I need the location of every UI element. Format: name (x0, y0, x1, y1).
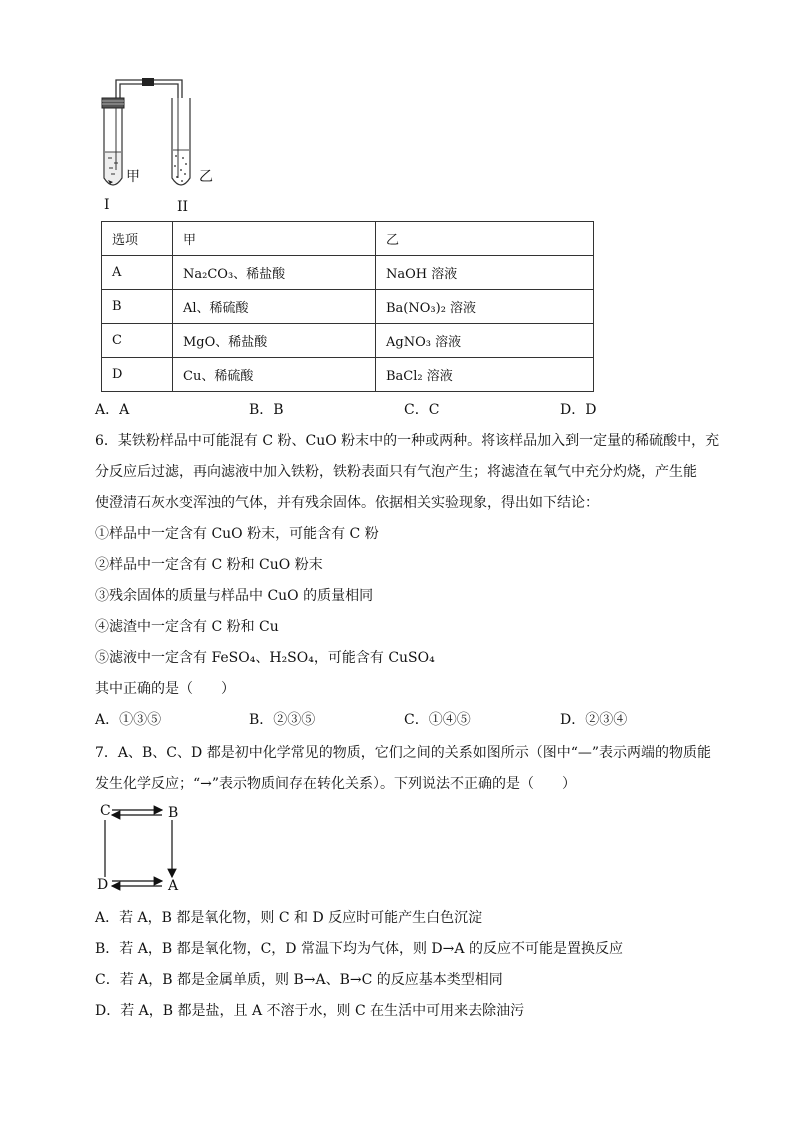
table-cell-option: B (102, 290, 173, 324)
tube-left-label: 甲 (126, 169, 140, 185)
q6-conclusion-5: ⑤滤液中一定含有 FeSO₄、H₂SO₄，可能含有 CuSO₄ (95, 650, 435, 666)
apparatus-diagram (90, 70, 230, 220)
table-cell-option: A (102, 256, 173, 290)
q7-stem-line-2: 发生化学反应；“→”表示物质间存在转化关系）。下列说法不正确的是（ ） (95, 776, 577, 792)
table-cell-option: C (102, 324, 173, 358)
table-cell-jia: Na₂CO₃、稀盐酸 (173, 256, 376, 290)
table-row (102, 358, 594, 392)
q6-option-c[interactable]: C．①④⑤ (404, 712, 471, 728)
table-row (102, 324, 594, 358)
choice-table (101, 221, 594, 392)
table-cell-jia: MgO、稀盐酸 (173, 324, 376, 358)
q6-conclusion-3: ③残余固体的质量与样品中 CuO 的质量相同 (95, 588, 374, 604)
tube-right-numeral: II (177, 199, 189, 215)
q6-stem-line-2: 分反应后过滤，再向滤液中加入铁粉，铁粉表面只有气泡产生；将滤渣在氧气中充分灼烧，产生能 (95, 464, 697, 480)
q6-conclusion-2: ②样品中一定含有 C 粉和 CuO 粉末 (95, 557, 323, 573)
table-cell-yi: BaCl₂ 溶液 (376, 358, 594, 392)
q7-option-c[interactable]: C．若 A，B 都是金属单质，则 B→A、B→C 的反应基本类型相同 (95, 972, 503, 988)
q7-option-d[interactable]: D．若 A，B 都是盐，且 A 不溶于水，则 C 在生活中可用来去除油污 (95, 1003, 525, 1019)
table-header-row (102, 222, 594, 256)
q5-option-a[interactable]: A．A (95, 402, 130, 418)
q6-stem-line-1: 6．某铁粉样品中可能混有 C 粉、CuO 粉末中的一种或两种。将该样品加入到一定量的稀硫酸中，充 (95, 433, 720, 449)
q6-conclusion-4: ④滤渣中一定含有 C 粉和 Cu (95, 619, 279, 635)
tube-right-label: 乙 (199, 169, 213, 185)
diagram-node-a: A (168, 878, 179, 894)
table-header-cell: 乙 (376, 222, 594, 256)
q5-option-b[interactable]: B．B (249, 402, 284, 418)
table-row (102, 290, 594, 324)
q6-option-b[interactable]: B．②③⑤ (249, 712, 316, 728)
table-cell-yi: NaOH 溶液 (376, 256, 594, 290)
tube-ii-icon (172, 98, 190, 185)
diagram-node-c: C (100, 803, 111, 819)
table-row (102, 256, 594, 290)
table-header-cell: 甲 (173, 222, 376, 256)
q5-option-c[interactable]: C．C (404, 402, 440, 418)
relation-diagram (96, 800, 196, 895)
q6-conclusion-1: ①样品中一定含有 CuO 粉末，可能含有 C 粉 (95, 526, 379, 542)
q7-option-a[interactable]: A．若 A，B 都是氧化物，则 C 和 D 反应时可能产生白色沉淀 (95, 910, 483, 926)
table-cell-jia: Al、稀硫酸 (173, 290, 376, 324)
table-header-cell: 选项 (102, 222, 173, 256)
diagram-node-d: D (97, 877, 109, 893)
table-cell-option: D (102, 358, 173, 392)
tube-i-icon (102, 98, 124, 185)
tube-left-numeral: I (104, 197, 110, 213)
diagram-node-b: B (168, 805, 179, 821)
q6-ask: 其中正确的是（ ） (95, 681, 235, 697)
q6-option-a[interactable]: A．①③⑤ (95, 712, 162, 728)
q7-option-b[interactable]: B．若 A，B 都是氧化物，C，D 常温下均为气体，则 D→A 的反应不可能是置换反应 (95, 941, 623, 957)
q7-stem-line-1: 7．A、B、C、D 都是初中化学常见的物质，它们之间的关系如图所示（图中“—”表示两端的物质能 (95, 745, 712, 761)
table-cell-jia: Cu、稀硫酸 (173, 358, 376, 392)
q5-option-d[interactable]: D．D (560, 402, 597, 418)
q6-stem-line-3: 使澄清石灰水变浑浊的气体，并有残余固体。依据相关实验现象，得出如下结论： (95, 495, 599, 511)
table-cell-yi: AgNO₃ 溶液 (376, 324, 594, 358)
table-cell-yi: Ba(NO₃)₂ 溶液 (376, 290, 594, 324)
q6-option-d[interactable]: D．②③④ (560, 712, 628, 728)
